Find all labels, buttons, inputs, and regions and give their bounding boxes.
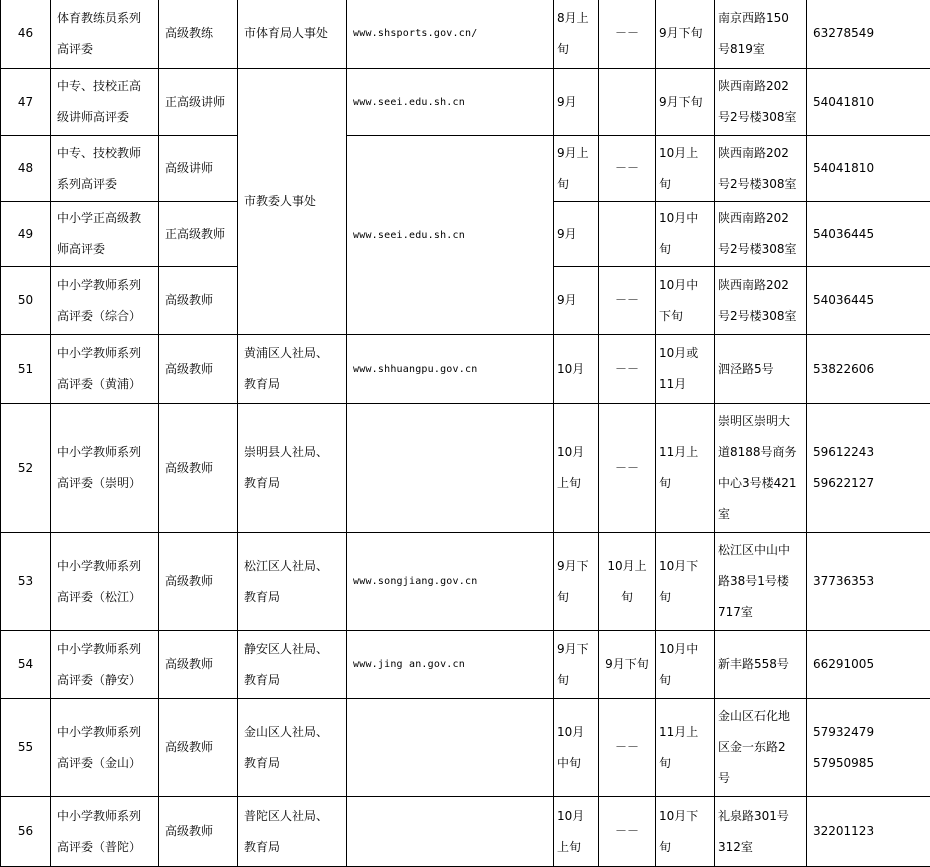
professional-title: 正高级讲师 (159, 69, 238, 136)
address: 松江区中山中 路38号1号楼 717室 (715, 533, 807, 631)
table-row (1, 699, 930, 797)
table-row (1, 69, 930, 136)
row-number: 53 (1, 533, 51, 631)
committee-name: 中专、技校教师 系列高评委 (51, 136, 159, 202)
row-number: 46 (1, 0, 51, 69)
professional-title: 高级教师 (159, 404, 238, 533)
professional-title: 高级教师 (159, 533, 238, 631)
website: www.jing an.gov.cn (347, 631, 554, 699)
time-1: 9月 (554, 202, 599, 267)
department: 市体育局人事处 (238, 0, 347, 69)
time-2: －－ (599, 267, 656, 335)
row-number: 49 (1, 202, 51, 267)
professional-title: 高级教师 (159, 797, 238, 867)
website: www.seei.edu.sh.cn (347, 69, 554, 136)
time-2: －－ (599, 699, 656, 797)
time-2: 10月上 旬 (599, 533, 656, 631)
time-2: －－ (599, 404, 656, 533)
time-1: 10月 中旬 (554, 699, 599, 797)
row-number: 48 (1, 136, 51, 202)
professional-title: 高级教师 (159, 699, 238, 797)
row-number: 52 (1, 404, 51, 533)
committee-name: 中小学教师系列 高评委（松江） (51, 533, 159, 631)
time-3: 9月下旬 (656, 69, 715, 136)
time-1: 10月 上旬 (554, 797, 599, 867)
time-1: 9月下 旬 (554, 631, 599, 699)
time-3: 10月上 旬 (656, 136, 715, 202)
professional-title: 高级讲师 (159, 136, 238, 202)
committee-name: 中小学教师系列 高评委（综合） (51, 267, 159, 335)
time-2: －－ (599, 0, 656, 69)
website: www.shsports.gov.cn/ (347, 0, 554, 69)
time-3: 10月或 11月 (656, 335, 715, 404)
time-1: 10月 (554, 335, 599, 404)
address: 南京西路150 号819室 (715, 0, 807, 69)
row-number: 47 (1, 69, 51, 136)
department: 崇明县人社局、 教育局 (238, 404, 347, 533)
address: 陕西南路202 号2号楼308室 (715, 136, 807, 202)
department: 松江区人社局、 教育局 (238, 533, 347, 631)
phone: 54041810 (807, 136, 930, 202)
website (347, 404, 554, 533)
department: 金山区人社局、 教育局 (238, 699, 347, 797)
time-3: 10月中 下旬 (656, 267, 715, 335)
row-number: 51 (1, 335, 51, 404)
row-number: 54 (1, 631, 51, 699)
time-1: 9月上 旬 (554, 136, 599, 202)
address: 陕西南路202 号2号楼308室 (715, 202, 807, 267)
table-row (1, 136, 930, 202)
address: 崇明区崇明大 道8188号商务 中心3号楼421 室 (715, 404, 807, 533)
phone: 63278549 (807, 0, 930, 69)
professional-title: 高级教师 (159, 267, 238, 335)
professional-title: 高级教师 (159, 335, 238, 404)
department: 市教委人事处 (238, 69, 347, 335)
time-3: 10月下 旬 (656, 533, 715, 631)
committee-name: 中小学教师系列 高评委（崇明） (51, 404, 159, 533)
phone: 54036445 (807, 202, 930, 267)
website (347, 699, 554, 797)
address: 礼泉路301号 312室 (715, 797, 807, 867)
row-number: 55 (1, 699, 51, 797)
time-2 (599, 202, 656, 267)
table-row (1, 404, 930, 533)
phone: 32201123 (807, 797, 930, 867)
address: 新丰路558号 (715, 631, 807, 699)
time-3: 10月中 旬 (656, 631, 715, 699)
time-2 (599, 69, 656, 136)
table-row (1, 797, 930, 867)
phone: 54036445 (807, 267, 930, 335)
time-2: －－ (599, 335, 656, 404)
committee-name: 中小学教师系列 高评委（金山） (51, 699, 159, 797)
committee-name: 中小学教师系列 高评委（普陀） (51, 797, 159, 867)
phone: 37736353 (807, 533, 930, 631)
table-row (1, 533, 930, 631)
phone: 57932479 57950985 (807, 699, 930, 797)
committee-name: 中小学正高级教 师高评委 (51, 202, 159, 267)
table-row (1, 335, 930, 404)
row-number: 56 (1, 797, 51, 867)
time-1: 10月 上旬 (554, 404, 599, 533)
phone: 59612243 59622127 (807, 404, 930, 533)
time-2: －－ (599, 136, 656, 202)
time-2: －－ (599, 797, 656, 867)
address: 泗泾路5号 (715, 335, 807, 404)
address: 金山区石化地 区金一东路2 号 (715, 699, 807, 797)
website (347, 797, 554, 867)
website: www.shhuangpu.gov.cn (347, 335, 554, 404)
table-row (1, 631, 930, 699)
phone: 54041810 (807, 69, 930, 136)
time-3: 11月上 旬 (656, 404, 715, 533)
committee-name: 中小学教师系列 高评委（静安） (51, 631, 159, 699)
address: 陕西南路202 号2号楼308室 (715, 69, 807, 136)
professional-title: 高级教练 (159, 0, 238, 69)
phone: 53822606 (807, 335, 930, 404)
address: 陕西南路202 号2号楼308室 (715, 267, 807, 335)
department: 黄浦区人社局、 教育局 (238, 335, 347, 404)
time-1: 8月上 旬 (554, 0, 599, 69)
row-number: 50 (1, 267, 51, 335)
website: www.songjiang.gov.cn (347, 533, 554, 631)
time-1: 9月 (554, 69, 599, 136)
time-3: 10月中 旬 (656, 202, 715, 267)
department: 静安区人社局、 教育局 (238, 631, 347, 699)
website: www.seei.edu.sh.cn (347, 136, 554, 335)
time-2: 9月下旬 (599, 631, 656, 699)
department: 普陀区人社局、 教育局 (238, 797, 347, 867)
time-3: 9月下旬 (656, 0, 715, 69)
committee-name: 体育教练员系列 高评委 (51, 0, 159, 69)
time-1: 9月 (554, 267, 599, 335)
phone: 66291005 (807, 631, 930, 699)
time-3: 11月上 旬 (656, 699, 715, 797)
committee-name: 中专、技校正高 级讲师高评委 (51, 69, 159, 136)
time-1: 9月下 旬 (554, 533, 599, 631)
professional-title: 高级教师 (159, 631, 238, 699)
professional-title: 正高级教师 (159, 202, 238, 267)
table-row (1, 0, 930, 69)
committee-name: 中小学教师系列 高评委（黄浦） (51, 335, 159, 404)
time-3: 10月下 旬 (656, 797, 715, 867)
